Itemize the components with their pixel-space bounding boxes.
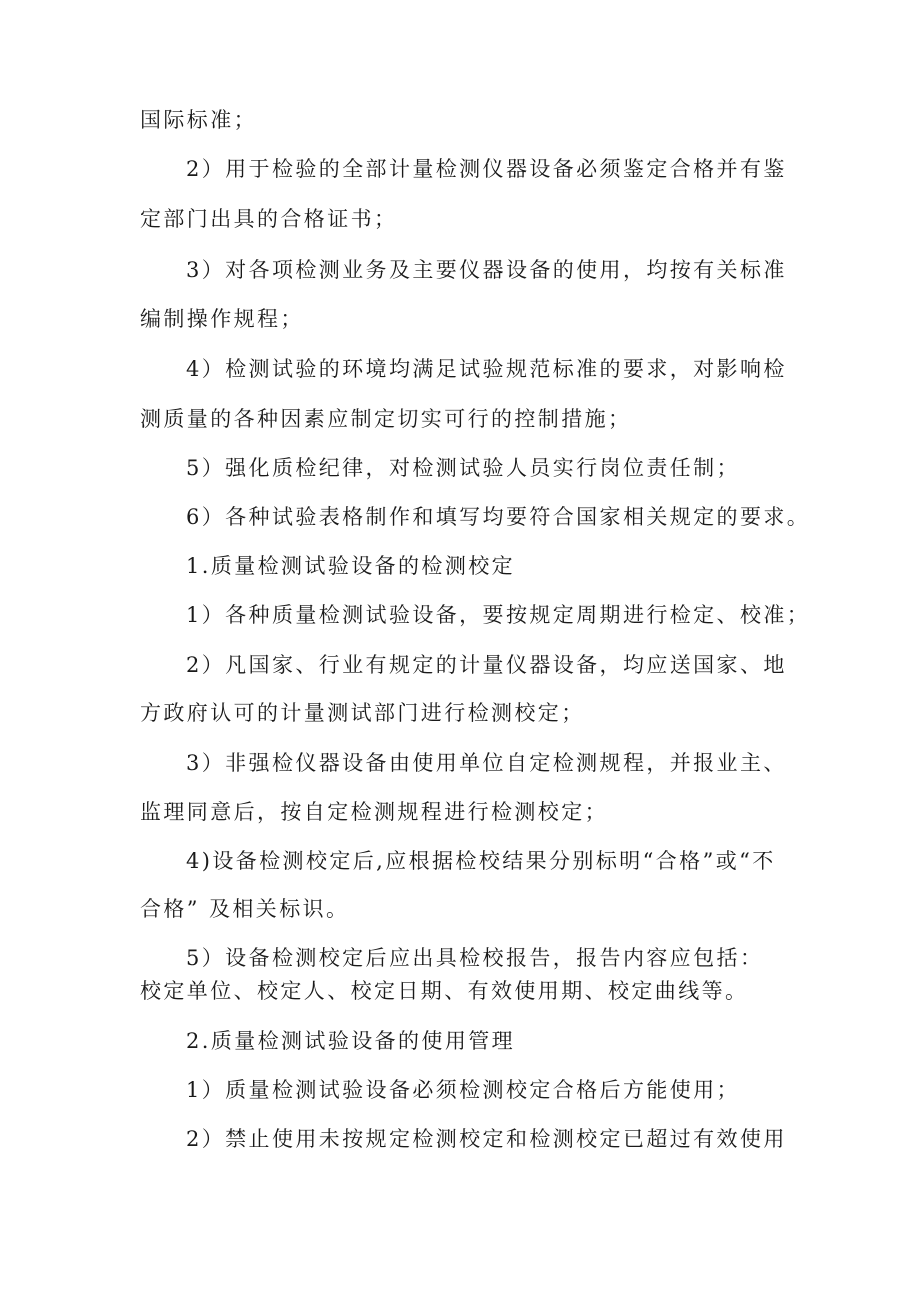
text-line: 定部门出具的合格证书； (140, 207, 398, 231)
section-heading: 2.质量检测试验设备的使用管理 (186, 1029, 516, 1053)
text-line: 合格” 及相关标识。 (140, 897, 350, 921)
text-line: 1）各种质量检测试验设备，要按规定周期进行检定、校准； (186, 603, 811, 627)
section-heading: 1.质量检测试验设备的检测校定 (186, 554, 516, 578)
text-line: 方政府认可的计量测试部门进行检测校定； (140, 701, 585, 725)
text-line: 6）各种试验表格制作和填写均要符合国家相关规定的要求。 (186, 505, 811, 529)
text-line: 编制操作规程； (140, 307, 304, 331)
text-line: 监理同意后，按自定检测规程进行检测校定； (140, 800, 608, 824)
text-line: 3）对各项检测业务及主要仪器设备的使用，均按有关标准 (186, 258, 787, 282)
text-line: 国际标准； (140, 108, 257, 132)
text-line: 2）禁止使用未按规定检测校定和检测校定已超过有效使用 (186, 1127, 787, 1151)
text-line: 2）用于检验的全部计量检测仪器设备必须鉴定合格并有鉴 (186, 157, 787, 181)
text-line: 3）非强检仪器设备由使用单位自定检测规程，并报业主、 (186, 751, 787, 775)
text-line: 5）设备检测校定后应出具检校报告，报告内容应包括： (186, 946, 764, 970)
text-line: 5）强化质检纪律，对检测试验人员实行岗位责任制； (186, 456, 740, 480)
text-line: 4）检测试验的环境均满足试验规范标准的要求，对影响检 (186, 357, 787, 381)
text-line: 4)设备检测校定后,应根据检校结果分别标明“合格”或“不 (186, 849, 776, 873)
text-line: 1）质量检测试验设备必须检测校定合格后方能使用； (186, 1078, 740, 1102)
text-line: 2）凡国家、行业有规定的计量仪器设备，均应送国家、地 (186, 653, 787, 677)
text-line: 测质量的各种因素应制定切实可行的控制措施； (140, 407, 632, 431)
text-line: 校定单位、校定人、校定日期、有效使用期、校定曲线等。 (140, 979, 749, 1003)
